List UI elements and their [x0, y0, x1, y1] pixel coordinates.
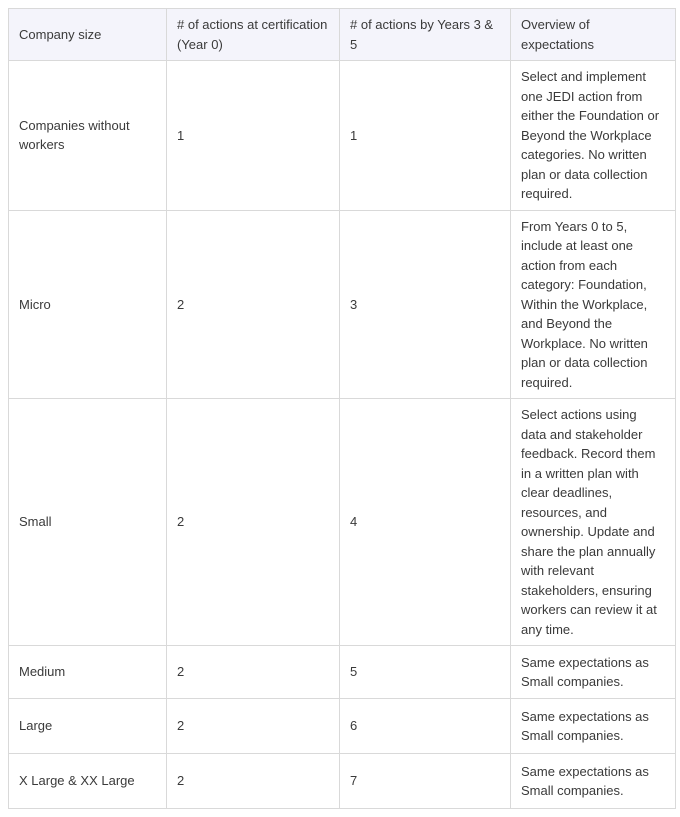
column-header-actions-years-3-5: # of actions by Years 3 & 5 [340, 9, 511, 61]
cell-overview: Same expectations as Small companies. [511, 646, 676, 699]
cell-company-size: X Large & XX Large [9, 754, 167, 809]
cell-overview: From Years 0 to 5, include at least one action from each category: Foundation, Within the Workplace, and Beyond the Workplace. No written plan or data collection required. [511, 210, 676, 399]
cell-actions-years-3-5: 7 [340, 754, 511, 809]
cell-actions-years-3-5: 3 [340, 210, 511, 399]
cell-actions-year0: 2 [167, 754, 340, 809]
cell-actions-years-3-5: 6 [340, 699, 511, 754]
cell-actions-year0: 2 [167, 699, 340, 754]
company-size-expectations-table [8, 8, 676, 809]
cell-actions-year0: 2 [167, 399, 340, 646]
cell-overview: Select and implement one JEDI action from either the Foundation or Beyond the Workplace categories. No written plan or data collection required. [511, 61, 676, 211]
cell-actions-year0: 2 [167, 210, 340, 399]
cell-company-size: Companies without workers [9, 61, 167, 211]
cell-overview: Same expectations as Small companies. [511, 754, 676, 809]
cell-actions-years-3-5: 1 [340, 61, 511, 211]
cell-actions-year0: 2 [167, 646, 340, 699]
column-header-actions-year0: # of actions at certification (Year 0) [167, 9, 340, 61]
cell-actions-years-3-5: 4 [340, 399, 511, 646]
cell-company-size: Micro [9, 210, 167, 399]
table-row [9, 61, 676, 211]
table-row [9, 754, 676, 809]
table-row [9, 399, 676, 646]
header-row [9, 9, 676, 61]
cell-overview: Same expectations as Small companies. [511, 699, 676, 754]
cell-overview: Select actions using data and stakeholder feedback. Record them in a written plan with clear deadlines, resources, and ownership. Update and share the plan annually with relevant stakeholders, ensuring workers can review it at any time. [511, 399, 676, 646]
table-row [9, 210, 676, 399]
cell-actions-year0: 1 [167, 61, 340, 211]
cell-actions-years-3-5: 5 [340, 646, 511, 699]
cell-company-size: Small [9, 399, 167, 646]
column-header-overview: Overview of expectations [511, 9, 676, 61]
table-row [9, 646, 676, 699]
cell-company-size: Large [9, 699, 167, 754]
column-header-company-size: Company size [9, 9, 167, 61]
table-row [9, 699, 676, 754]
cell-company-size: Medium [9, 646, 167, 699]
